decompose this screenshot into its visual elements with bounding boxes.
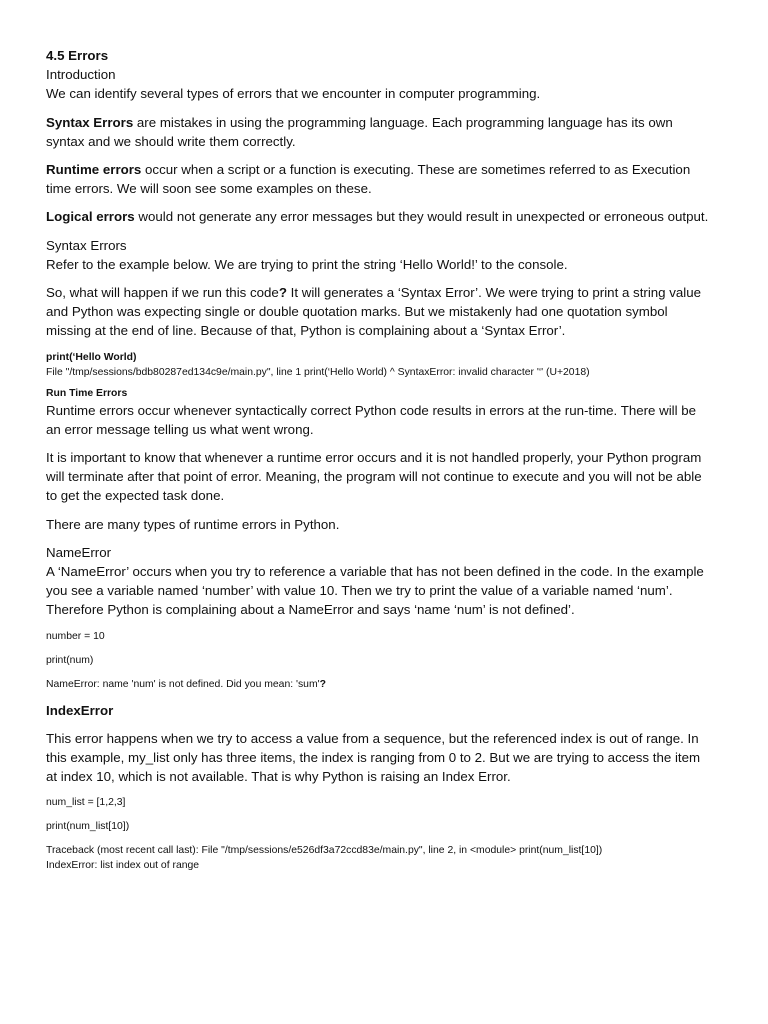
nameerror-output — [46, 677, 712, 692]
indexerror-code-line-1: num_list = [1,2,3] — [46, 797, 126, 809]
runtime-paragraph-3: There are many types of runtime errors in Python. — [46, 516, 340, 532]
indexerror-paragraph: This error happens when we try to access a value from a sequence, but the referenced index is out of range. In this example, my_list only has three items, the index is ranging from 0 to 2. But we are trying to access the item at index 10, which is not available. That is why Python is raising an Index Error. — [46, 730, 701, 785]
syntax-definition-text: are mistakes in using the programming language. Each programming language has its own syntax and we should write them correctly. — [46, 114, 673, 149]
intro-heading: Introduction — [46, 67, 116, 83]
intro-text: We can identify several types of errors that we encounter in computer programming. — [46, 86, 541, 102]
logical-term: Logical errors — [46, 209, 135, 225]
runtime-definition-text: occur when a script or a function is executing. These are sometimes referred to as Execution time errors. We will soon see some examples on these. — [46, 162, 691, 197]
indexerror-code-line-2: print(num_list[10]) — [46, 821, 130, 833]
indexerror-output-line-2: IndexError: list index out of range — [46, 860, 200, 872]
runtime-paragraph-2: It is important to know that whenever a runtime error occurs and it is not handled properly, your Python program will terminate after that point of error. Meaning, the program will not continue to execute and you will not be able to get the expected task done. — [46, 450, 702, 504]
syntax-paragraph-start: So, what will happen if we run this code — [46, 285, 279, 301]
syntax-error-output: File "/tmp/sessions/bdb80287ed134c9e/main.py", line 1 print(‘Hello World) ^ SyntaxError: invalid character '‘' (U+2018) — [46, 366, 590, 378]
runtime-errors-heading: Run Time Errors — [46, 387, 128, 399]
syntax-paragraph-question-mark: ? — [278, 285, 287, 301]
logical-definition-text: would not generate any error messages but they would result in unexpected or erroneous output. — [134, 209, 709, 225]
syntax-term: Syntax Errors — [46, 114, 134, 130]
syntax-errors-paragraph — [46, 283, 712, 341]
indexerror-heading: IndexError — [46, 702, 114, 718]
nameerror-paragraph: A ‘NameError’ occurs when you try to reference a variable that has not been defined in the code. In the example you see a variable named ‘number’ with value 10. Then we try to print the value of a variable named ‘num’. Therefore Python is complaining about a NameError and says ‘name ‘num’ is not defined’. — [46, 564, 704, 618]
runtime-paragraph-1: Runtime errors occur whenever syntactically correct Python code results in errors at the run-time. There will be an error message telling us what went wrong. — [46, 402, 697, 437]
nameerror-output-question-mark: ? — [319, 678, 326, 690]
nameerror-code-line-1: number = 10 — [46, 630, 105, 642]
nameerror-heading: NameError — [46, 544, 112, 560]
nameerror-output-text: NameError: name 'num' is not defined. Did you mean: 'sum' — [46, 678, 320, 690]
runtime-definition — [46, 160, 712, 198]
section-title: 4.5 Errors — [46, 48, 109, 63]
syntax-code-sample: print(‘Hello World) — [46, 351, 137, 363]
syntax-errors-heading: Syntax Errors — [46, 237, 127, 253]
runtime-term: Runtime errors — [46, 162, 142, 178]
nameerror-code-line-2: print(num) — [46, 654, 94, 666]
logical-definition — [46, 207, 712, 226]
syntax-definition — [46, 113, 712, 151]
syntax-paragraph-rest: It will generates a ‘Syntax Error’. We were trying to print a string value and Python was expecting single or double quotation marks. But we mistakenly had one quotation symbol missing at the end of line. Because of that, Python is complaining about a ‘Syntax Error’. — [46, 285, 702, 339]
syntax-errors-intro: Refer to the example below. We are trying to print the string ‘Hello World!’ to the console. — [46, 256, 568, 272]
indexerror-output-line-1: Traceback (most recent call last): File "/tmp/sessions/e526df3a72ccd83e/main.py", line 2, in <module> print(num_list[10]) — [46, 845, 603, 857]
